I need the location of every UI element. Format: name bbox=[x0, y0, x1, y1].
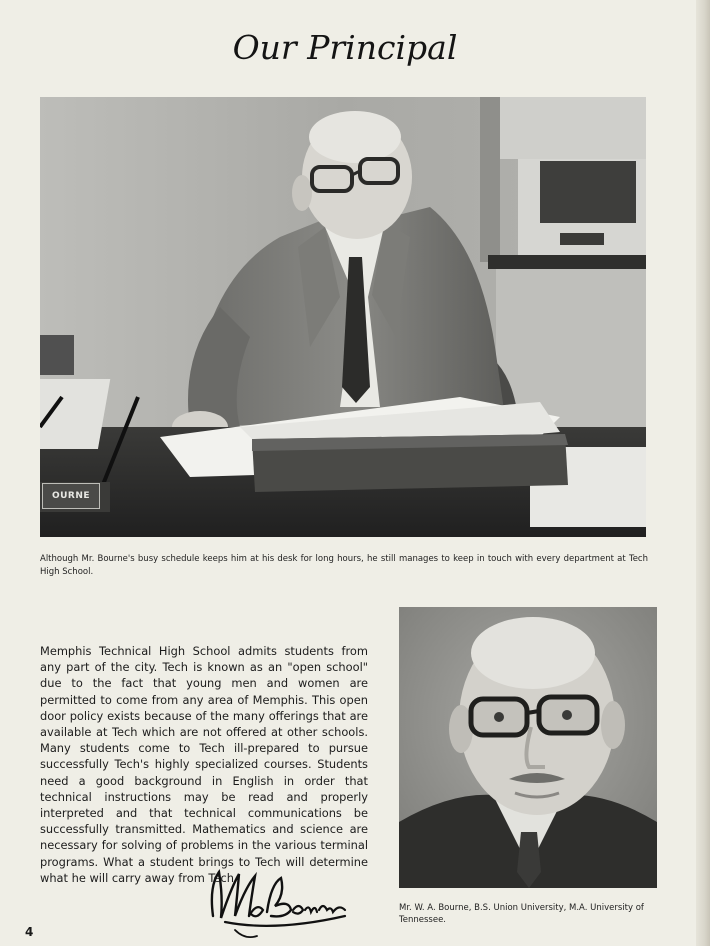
main-photo-caption: Although Mr. Bourne's busy schedule keeps him at his desk for long hours, he still manages to keep in touch with every department at Tech High School. bbox=[40, 554, 648, 577]
portrait-caption: Mr. W. A. Bourne, B.S. Union University, M.A. University of Tennessee. bbox=[399, 903, 644, 925]
page-number: 4 bbox=[25, 925, 34, 939]
principal-portrait-photo bbox=[399, 607, 657, 888]
portrait-illustration bbox=[399, 607, 657, 888]
desk-nameplate: OURNE bbox=[42, 483, 100, 509]
page-edge bbox=[696, 0, 710, 946]
principal-at-desk-photo bbox=[40, 97, 646, 537]
article-body: Memphis Technical High School admits students from any part of the city. Tech is known as an "open school" due to the fact that young men and women are permitted to come from any area of Memphis. This open door policy exists because of the many offerings that are available at Tech which are not offered at other schools. Many students come to Tech ill-prepared to pursue successfully Tech's highly specialized courses. Students need a good background in English in order that technical instructions may be read and properly interpreted and that technical communications be successfully transmitted. Mathematics and science are necessary for solving of problems in the various terminal programs. What a student brings to Tech will determine what he will carry away from Tech. bbox=[40, 644, 368, 885]
desk-scene-illustration bbox=[40, 97, 646, 537]
principal-signature bbox=[205, 866, 355, 944]
page-title: Our Principal bbox=[232, 28, 458, 67]
